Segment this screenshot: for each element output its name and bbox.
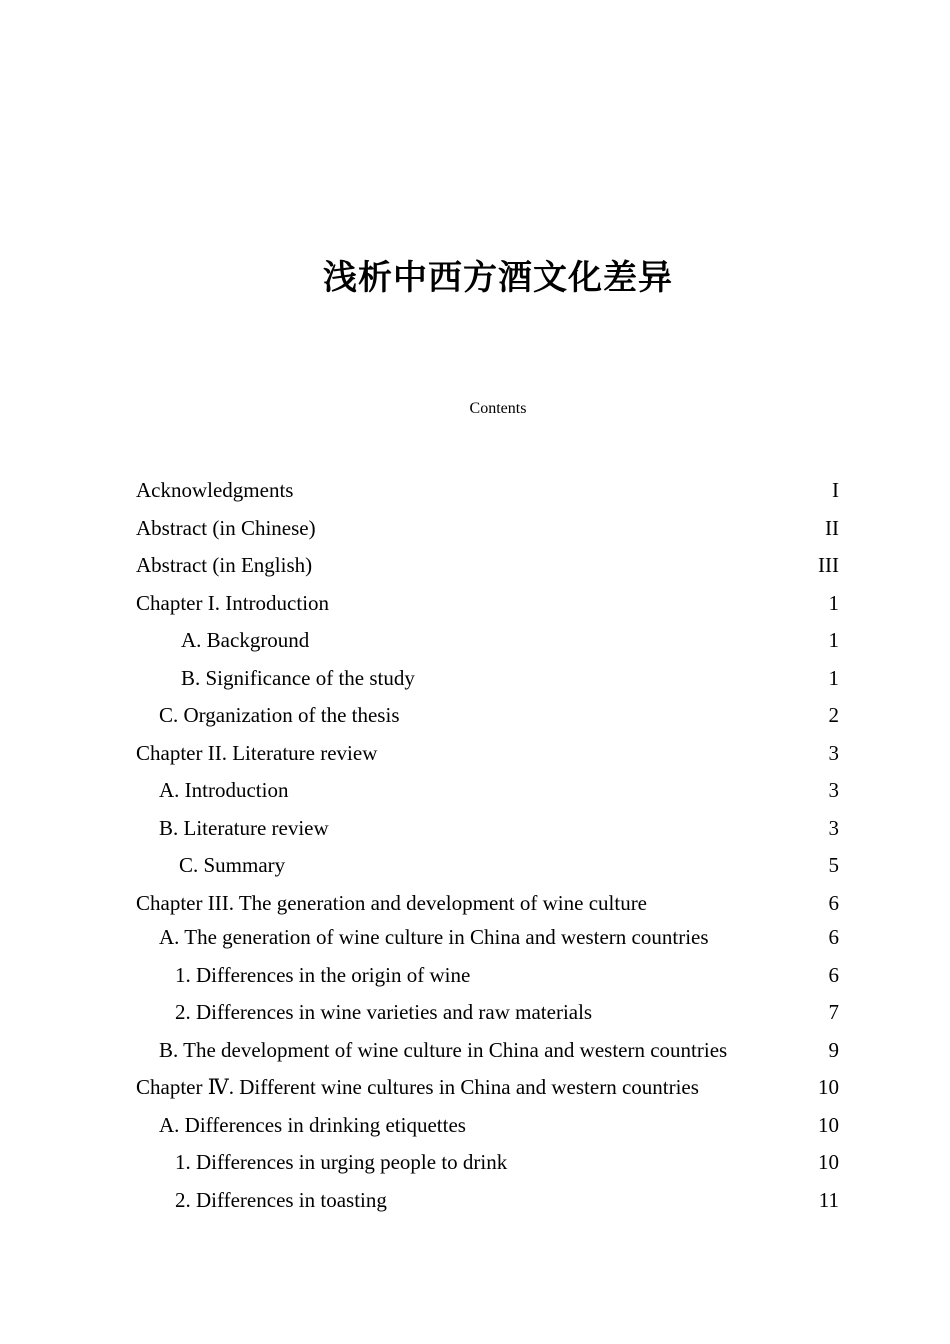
toc-entry-label: A. Introduction	[159, 778, 289, 802]
toc-entry-abstract-english[interactable]	[136, 550, 839, 580]
toc-entry-page: 6	[828, 891, 839, 915]
toc-entry-page: III	[818, 553, 839, 577]
toc-entry-page: 1	[828, 666, 839, 690]
toc-entry-2b-literature-review[interactable]	[136, 813, 839, 843]
toc-entry-1a-background[interactable]	[136, 625, 839, 655]
toc-entry-chapter-1[interactable]	[136, 588, 839, 618]
toc-entry-page: 3	[828, 816, 839, 840]
toc-entry-label: Chapter I. Introduction	[136, 591, 330, 615]
toc-entry-abstract-chinese[interactable]	[136, 513, 839, 543]
toc-entry-label: B. Literature review	[159, 816, 329, 840]
toc-entry-page: 10	[818, 1150, 839, 1174]
toc-entry-3a-generation[interactable]	[136, 922, 839, 952]
toc-entry-label: C. Organization of the thesis	[159, 703, 400, 727]
toc-entry-page: II	[825, 516, 839, 540]
contents-heading: Contents	[469, 400, 527, 417]
toc-entry-page: 3	[828, 778, 839, 802]
toc-entry-label: B. Significance of the study	[181, 666, 415, 690]
toc-entry-label: Chapter II. Literature review	[136, 741, 378, 765]
document-title: 浅析中西方酒文化差异	[323, 258, 673, 298]
toc-entry-label: B. The development of wine culture in China and western countries	[159, 1038, 728, 1062]
toc-entry-page: 6	[828, 925, 839, 949]
toc-entry-label: 1. Differences in urging people to drink	[175, 1150, 508, 1174]
toc-entry-label: C. Summary	[179, 853, 286, 877]
toc-entry-2c-summary[interactable]	[136, 850, 839, 880]
toc-entry-page: 5	[828, 853, 839, 877]
toc-entry-1b-significance[interactable]	[136, 663, 839, 693]
toc-entry-label: A. Differences in drinking etiquettes	[159, 1113, 466, 1137]
toc-entry-acknowledgments[interactable]	[136, 475, 839, 505]
toc-entry-label: A. Background	[181, 628, 310, 652]
toc-entry-chapter-3[interactable]	[136, 888, 839, 918]
toc-entry-4a-etiquettes[interactable]	[136, 1110, 839, 1140]
toc-entry-label: Chapter Ⅳ. Different wine cultures in China and western countries	[136, 1075, 699, 1099]
toc-entry-page: 9	[828, 1038, 839, 1062]
toc-entry-page: 2	[828, 703, 839, 727]
toc-entry-3b-development[interactable]	[136, 1035, 839, 1065]
toc-entry-3a2-varieties[interactable]	[136, 997, 839, 1027]
toc-entry-page: I	[832, 478, 839, 502]
toc-entry-label: Abstract (in English)	[136, 553, 313, 577]
toc-entry-4a2-toasting[interactable]	[136, 1185, 839, 1215]
toc-entry-page: 11	[818, 1188, 839, 1212]
toc-entry-label: Abstract (in Chinese)	[136, 516, 316, 540]
toc-entry-label: Chapter III. The generation and development of wine culture	[136, 891, 648, 915]
toc-entry-label: 1. Differences in the origin of wine	[175, 963, 471, 987]
toc-entry-page: 10	[818, 1075, 839, 1099]
toc-entry-page: 7	[828, 1000, 839, 1024]
toc-entry-label: 2. Differences in wine varieties and raw materials	[175, 1000, 593, 1024]
toc-entry-1c-organization[interactable]	[136, 700, 839, 730]
toc-entry-page: 1	[828, 628, 839, 652]
toc-entry-page: 1	[828, 591, 839, 615]
toc-entry-page: 10	[818, 1113, 839, 1137]
toc-entry-2a-introduction[interactable]	[136, 775, 839, 805]
toc-entry-label: A. The generation of wine culture in China and western countries	[159, 925, 709, 949]
toc-entry-label: 2. Differences in toasting	[175, 1188, 387, 1212]
toc-entry-label: Acknowledgments	[136, 478, 294, 502]
toc-entry-page: 6	[828, 963, 839, 987]
toc-entry-page: 3	[828, 741, 839, 765]
toc-entry-chapter-2[interactable]	[136, 738, 839, 768]
toc-entry-3a1-origin[interactable]	[136, 960, 839, 990]
toc-entry-4a1-urging[interactable]	[136, 1147, 839, 1177]
toc-entry-chapter-4[interactable]	[136, 1072, 839, 1102]
